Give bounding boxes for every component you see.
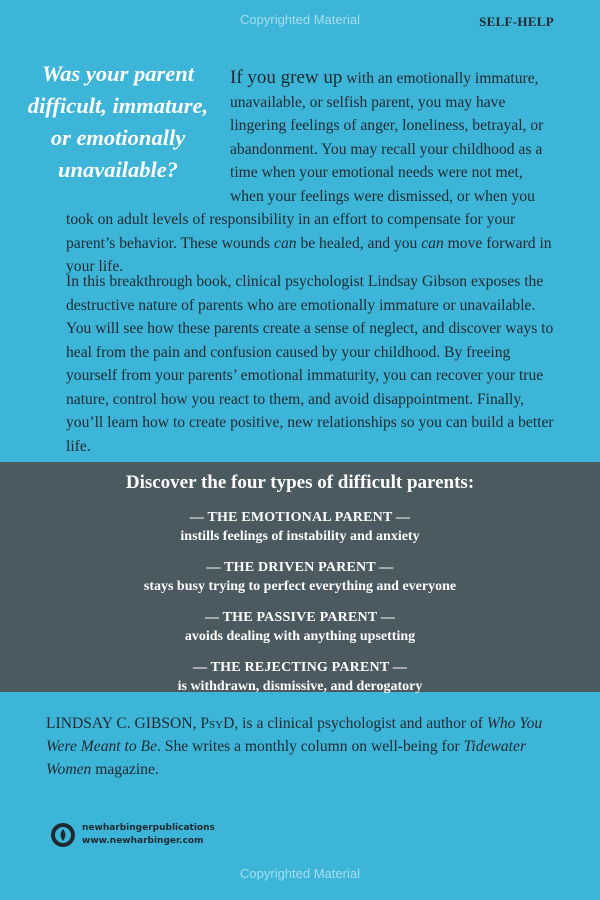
- author-magazine-title: Tidewater Women: [46, 738, 527, 778]
- parent-type-name: — THE EMOTIONAL PARENT —: [189, 510, 411, 525]
- parent-type-name: — THE DRIVEN PARENT —: [206, 560, 394, 575]
- intro-emphasis-2: can: [421, 234, 444, 252]
- intro-text-3: move forward in your life.: [66, 234, 552, 275]
- parent-type-desc: is withdrawn, dismissive, and derogatory: [177, 679, 423, 694]
- author-book-title: Who You Were Meant to Be: [46, 715, 543, 755]
- author-text-3: magazine.: [91, 761, 159, 778]
- author-name: LINDSAY C. GIBSON,: [46, 715, 201, 732]
- publisher-url[interactable]: www.newharbinger.com: [82, 836, 204, 846]
- parent-type-name: — THE PASSIVE PARENT —: [204, 610, 396, 625]
- intro-lead: If you grew up: [230, 67, 343, 88]
- watermark-bottom: Copyrighted Material: [240, 866, 360, 881]
- author-text-1: , is a clinical psychologist and author of: [234, 715, 487, 732]
- intro-emphasis-1: can: [274, 234, 297, 252]
- author-credential: PsyD: [200, 715, 235, 732]
- intro-text-1: with an emotionally immature, unavailable, or selfish parent, you may have lingering feelings of anger, loneliness, betrayal, or abandonment. You may recall your childhood as a time when your emotional needs were not met, when your feelings were dismissed, or when you took on adult levels of responsibility in an effort to compensate for your parent’s behavior. These wounds: [66, 70, 544, 252]
- parent-types-band: [0, 462, 600, 692]
- author-bio: [46, 712, 566, 781]
- publisher-name: newharbingerpublications: [82, 823, 215, 833]
- publisher-logo-icon: [50, 822, 76, 848]
- parent-type-item: [0, 558, 600, 596]
- parent-type-item: [0, 508, 600, 546]
- publisher-text: [82, 822, 215, 848]
- main-paragraph: In this breakthrough book, clinical psychologist Lindsay Gibson exposes the destructive nature of parents who are emotionally immature or unavailable. You will see how these parents create a sense of neglect, and discover ways to heal from the pain and confusion caused by your childhood. By freeing yourself from your parents’ emotional immaturity, you can recover your true nature, control how you react to them, and avoid disappointment. Finally, you’ll learn how to create positive, new relationships so you can build a better life.: [66, 273, 554, 455]
- author-text-2: . She writes a monthly column on well-being for: [157, 738, 464, 755]
- parent-type-desc: instills feelings of instability and anxiety: [180, 529, 420, 544]
- band-heading: Discover the four types of difficult parents:: [125, 472, 475, 493]
- watermark-top: Copyrighted Material: [240, 12, 360, 27]
- parent-type-desc: stays busy trying to perfect everything and everyone: [143, 579, 457, 594]
- intro-text-2: be healed, and you: [296, 234, 422, 252]
- pull-quote: Was your parent difficult, immature, or emotionally unavailable?: [27, 61, 209, 182]
- parent-type-item: [0, 608, 600, 646]
- parent-type-name: — THE REJECTING PARENT —: [192, 660, 408, 675]
- category-label: SELF-HELP: [479, 14, 554, 29]
- parent-type-desc: avoids dealing with anything upsetting: [184, 629, 416, 644]
- intro-paragraph: [66, 66, 560, 279]
- publisher-block: [50, 822, 215, 848]
- parent-type-item: [0, 658, 600, 696]
